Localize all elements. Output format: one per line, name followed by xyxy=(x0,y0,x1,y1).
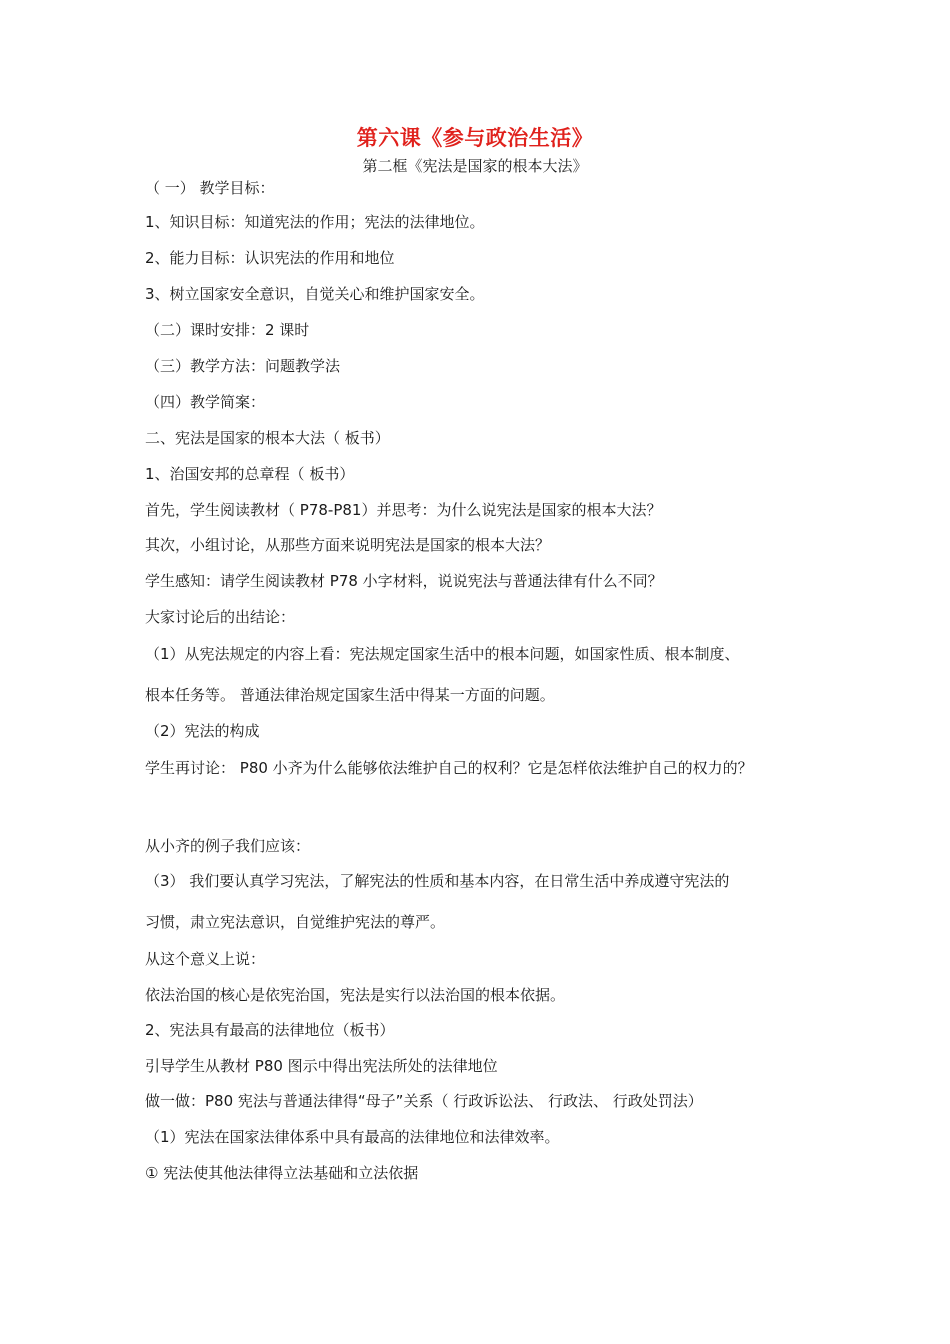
text-line: 从小齐的例子我们应该： xyxy=(145,837,311,855)
text-line: 1、治国安邦的总章程（ 板书） xyxy=(145,465,355,483)
text-line: 首先，学生阅读教材（ P78-P81）并思考：为什么说宪法是国家的根本大法？ xyxy=(145,501,662,519)
text-line: （四）教学简案： xyxy=(145,393,266,411)
text-line: 学生再讨论： P80 小齐为什么能够依法维护自己的权利？它是怎样依法维护自己的权力的？ xyxy=(145,759,753,777)
text-line: 根本任务等。 普通法律治规定国家生活中得某一方面的问题。 xyxy=(145,686,555,704)
text-line: 依法治国的核心是依宪治国，宪法是实行以法治国的根本依据。 xyxy=(145,986,566,1004)
text-line: （二）课时安排：2 课时 xyxy=(145,321,310,339)
text-line: （三）教学方法：问题教学法 xyxy=(145,357,341,375)
text-line: 二、宪法是国家的根本大法（ 板书） xyxy=(145,429,390,447)
text-line: 大家讨论后的出结论： xyxy=(145,608,296,626)
text-line: 3、树立国家安全意识，自觉关心和维护国家安全。 xyxy=(145,285,485,303)
text-line: 2、能力目标：认识宪法的作用和地位 xyxy=(145,249,395,267)
text-line: （1）从宪法规定的内容上看：宪法规定国家生活中的根本问题，如国家性质、根本制度、 xyxy=(145,645,740,663)
text-line: 其次，小组讨论，从那些方面来说明宪法是国家的根本大法？ xyxy=(145,536,551,554)
text-line: 习惯，肃立宪法意识，自觉维护宪法的尊严。 xyxy=(145,913,446,931)
lesson-subtitle: 第二框《宪法是国家的根本大法》 xyxy=(362,157,588,175)
text-line: （1）宪法在国家法律体系中具有最高的法律地位和法律效率。 xyxy=(145,1128,560,1146)
text-line: （2）宪法的构成 xyxy=(145,722,260,740)
text-line: 从这个意义上说： xyxy=(145,950,266,968)
lesson-title: 第六课《参与政治生活》 xyxy=(356,126,594,150)
text-line: （3） 我们要认真学习宪法，了解宪法的性质和基本内容，在日常生活中养成遵守宪法的 xyxy=(145,872,730,890)
text-line: （ 一） 教学目标： xyxy=(145,179,275,197)
text-line: ① 宪法使其他法律得立法基础和立法依据 xyxy=(145,1164,419,1182)
text-line: 做一做：P80 宪法与普通法律得“母子”关系（ 行政诉讼法、 行政法、 行政处罚法） xyxy=(145,1092,703,1110)
text-line: 1、知识目标：知道宪法的作用；宪法的法律地位。 xyxy=(145,213,485,231)
text-line: 学生感知：请学生阅读教材 P78 小字材料，说说宪法与普通法律有什么不同？ xyxy=(145,572,663,590)
text-line: 引导学生从教材 P80 图示中得出宪法所处的法律地位 xyxy=(145,1057,498,1075)
text-line: 2、宪法具有最高的法律地位（板书） xyxy=(145,1021,395,1039)
